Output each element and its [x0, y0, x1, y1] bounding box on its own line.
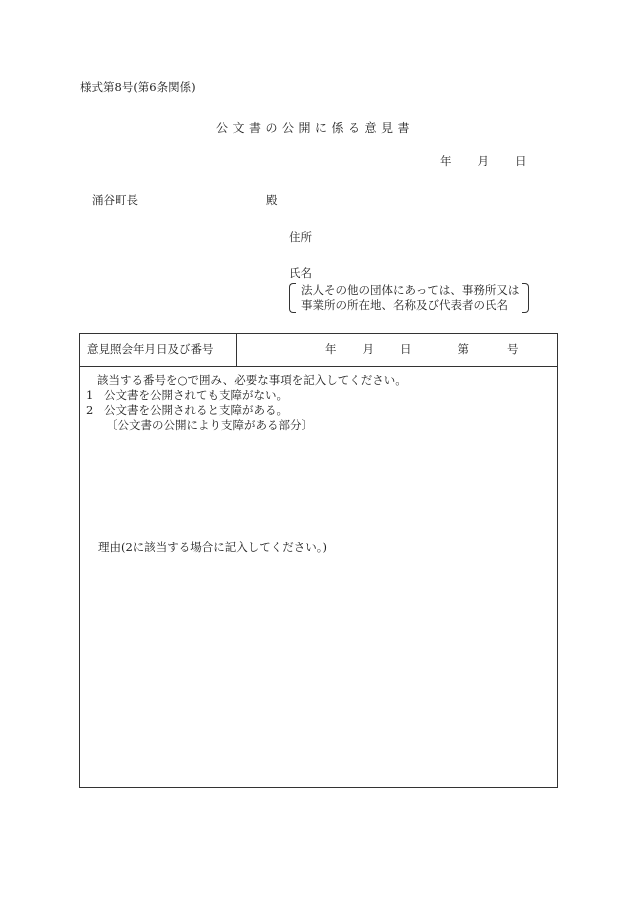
- option-2-text: 公文書を公開されると支障がある。: [104, 403, 288, 417]
- option-1-number: 1: [86, 388, 94, 402]
- address-label: 住所: [289, 230, 312, 244]
- inquiry-day: 日: [400, 342, 412, 356]
- corporation-note-line1: 法人その他の団体にあっては、事務所又は: [301, 283, 520, 297]
- name-label: 氏名: [289, 266, 312, 280]
- inquiry-date-number-value: [325, 344, 519, 356]
- document-title: 公文書の公開に係る意見書: [215, 121, 414, 135]
- option-2[interactable]: [86, 405, 288, 417]
- option-1[interactable]: [86, 390, 288, 402]
- option-1-text: 公文書を公開されても支障がない。: [104, 388, 288, 402]
- date-year: 年: [440, 154, 452, 168]
- inquiry-number-go: 号: [507, 342, 519, 356]
- corporation-note: [289, 283, 529, 315]
- date-month: 月: [477, 154, 489, 168]
- corporation-note-line2: 事業所の所在地、名称及び代表者の氏名: [301, 298, 508, 312]
- inquiry-month: 月: [362, 342, 374, 356]
- header-label-cell: [80, 334, 237, 366]
- option-2-number: 2: [86, 403, 94, 417]
- header-row: [80, 334, 557, 367]
- opinion-form-table: [79, 333, 558, 788]
- form-number: 様式第8号(第6条関係): [80, 80, 196, 94]
- right-bracket: [522, 283, 529, 313]
- option-2-note: 〔公文書の公開により支障がある部分〕: [106, 418, 313, 432]
- reason-label: 理由(2に該当する場合に記入してください。): [98, 540, 328, 554]
- addressee-name: 涌谷町長: [92, 193, 138, 207]
- inquiry-date-number-label: 意見照会年月日及び番号: [87, 342, 214, 356]
- inquiry-year: 年: [325, 342, 337, 356]
- instruction-text: 該当する番号を○で囲み、必要な事項を記入してください。: [97, 373, 407, 387]
- date-day: 日: [515, 154, 527, 168]
- addressee-honorific: 殿: [266, 193, 278, 207]
- date-line: [440, 156, 527, 168]
- left-bracket: [289, 283, 296, 313]
- inquiry-number-dai: 第: [457, 342, 469, 356]
